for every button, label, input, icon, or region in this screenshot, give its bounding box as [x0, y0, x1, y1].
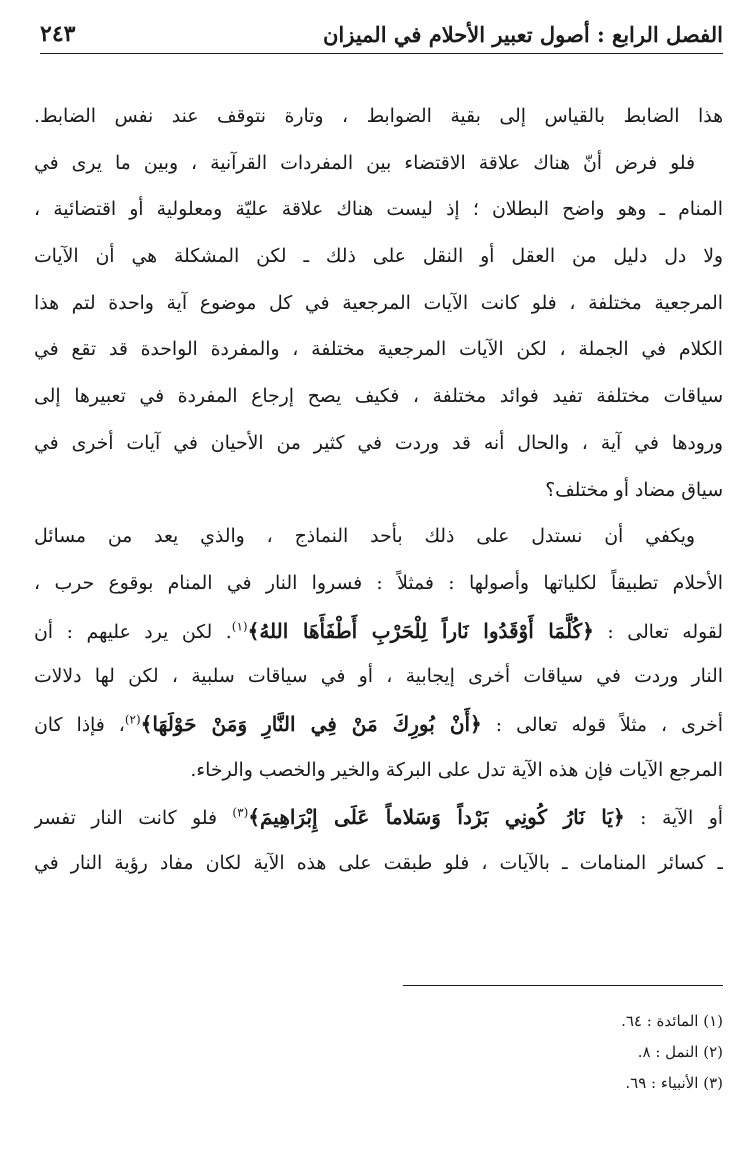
footnote: (٣) الأنبياء : ٦٩. — [625, 1074, 723, 1092]
footnote: (١) المائدة : ٦٤. — [621, 1012, 723, 1030]
text-line: المنام ـ وهو واضح البطلان ؛ إذ ليست هناك علاقة عليّة ومعلولية أو اقتضائية ، — [34, 199, 723, 221]
text-line: المرجع الآيات فإن هذه الآية تدل على البركة والخير والخصب والرخاء. — [190, 759, 723, 781]
footnote-ref: (١) — [231, 619, 248, 634]
text-line-with-verse — [34, 608, 723, 655]
chapter-title: الفصل الرابع : أصول تعبير الأحلام في الميزان — [322, 22, 723, 47]
text-line: سياقات مختلفة تفيد فوائد مختلفة ، فكيف يصح إرجاع المفردة في تعبيرها إلى — [34, 386, 723, 408]
text-line: الكلام في الجملة ، لكن الآيات المرجعية مختلفة ، والمفردة الواحدة قد تقع في — [34, 339, 723, 361]
quran-verse: ﴿يَا نَارُ كُونِي بَرْداً وَسَلاماً عَلَى إِبْرَاهِيمَ﴾ — [248, 805, 625, 830]
line-text: . لكن يرد عليهم : أن — [34, 621, 232, 643]
line-text: ، فإذا كان — [34, 714, 125, 736]
text-line: هذا الضابط بالقياس إلى بقية الضوابط ، وتارة نتوقف عند نفس الضابط. — [34, 106, 723, 127]
line-text: فلو كانت النار تفسر — [34, 808, 233, 830]
text-line: ويكفي أن نستدل على ذلك بأحد النماذج ، والذي يعد من مسائل — [34, 526, 695, 548]
page-header — [40, 18, 723, 54]
text-line: النار وردت في سياقات أخرى إيجابية ، أو في سياقات سلبية ، لكن لها دلالات — [34, 666, 723, 688]
text-line: فلو فرض أنّ هناك علاقة الاقتضاء بين المفردات القرآنية ، وبين ما يرى في — [34, 152, 695, 174]
footnote: (٢) النمل : ٨. — [637, 1043, 723, 1061]
footnote-divider — [403, 985, 723, 986]
text-line: المرجعية مختلفة ، فلو كانت الآيات المرجعية في كل موضوع آية واحدة لتم هذا — [34, 292, 723, 314]
line-text: أو الآية : — [624, 808, 723, 830]
text-line: ـ كسائر المنامات ـ بالآيات ، فلو طبقت على هذه الآية لكان مفاد رؤية النار في — [34, 853, 723, 874]
footnote-ref: (٣) — [232, 806, 249, 821]
line-text: لقوله تعالى : — [593, 621, 723, 643]
main-text — [34, 94, 723, 888]
quran-verse: ﴿كُلَّمَا أَوْقَدُوا نَاراً لِلْحَرْبِ أَطْفَأَهَا اللهُ﴾ — [247, 618, 594, 643]
quran-verse: ﴿أَنْ بُورِكَ مَنْ فِي النَّارِ وَمَنْ حَوْلَهَا﴾ — [140, 711, 482, 736]
page-number: ٢٤٣ — [40, 21, 76, 47]
text-line-with-verse — [34, 701, 723, 748]
text-line: سياق مضاد أو مختلف؟ — [545, 479, 723, 501]
text-line: ولا دل دليل من العقل أو النقل على ذلك ـ لكن المشكلة هي أن الآيات — [34, 246, 723, 268]
text-line-with-verse — [34, 794, 723, 841]
text-line: ورودها في آية ، والحال أنه قد وردت في كثير من الأحيان في آيات أخرى في — [34, 432, 723, 454]
text-line: الأحلام تطبيقاً لكلياتها وأصولها : فمثلاً : فسروا النار في المنام بوقوع حرب ، — [34, 572, 723, 594]
footnote-ref: (٢) — [124, 712, 141, 727]
footnotes — [621, 1006, 723, 1099]
line-text: أخرى ، مثلاً قوله تعالى : — [481, 714, 723, 736]
